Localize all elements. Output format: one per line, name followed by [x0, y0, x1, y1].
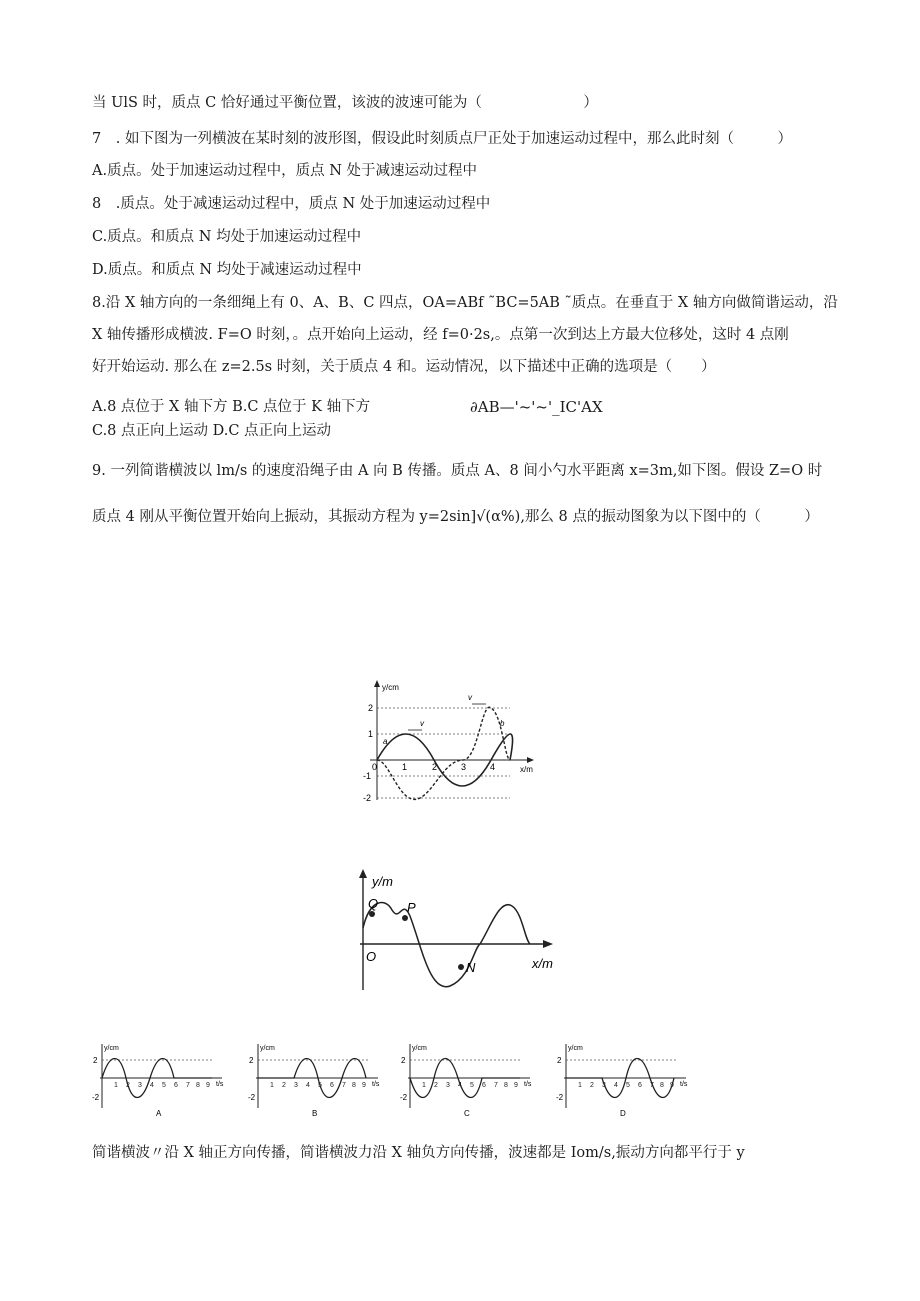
- point-p-dot: [402, 915, 408, 921]
- option-c-xlabel: t/s: [524, 1081, 532, 1088]
- tick: 7: [342, 1082, 346, 1089]
- option-d-xlabel: t/s: [680, 1081, 688, 1088]
- tick: 4: [458, 1082, 462, 1089]
- tick: 4: [614, 1082, 618, 1089]
- tick: 3: [294, 1082, 298, 1089]
- tick: 6: [482, 1082, 486, 1089]
- tick: 7: [494, 1082, 498, 1089]
- tick: 4: [150, 1082, 154, 1089]
- fig1-xtick-1: 1: [402, 762, 408, 772]
- fig1-velocity-a-label: v: [420, 719, 424, 728]
- option-graph-a: [92, 1040, 232, 1118]
- option-graph-b: [248, 1040, 388, 1118]
- option-c-label: C: [464, 1109, 470, 1118]
- option-b-ymax: 2: [249, 1056, 254, 1065]
- tick: 1: [422, 1082, 426, 1089]
- fig1-ytick-m2: -2: [363, 793, 372, 803]
- tick: 4: [306, 1082, 310, 1089]
- question-7-option-d: D.质点。和质点 N 均处于减速运动过程中: [92, 262, 362, 278]
- tick: 3: [446, 1082, 450, 1089]
- fig1-ytick-1: 1: [368, 729, 374, 739]
- question-7-option-b: 8 .质点。处于减速运动过程中，质点 N 处于加速运动过程中: [92, 196, 491, 212]
- option-graph-c: [400, 1040, 540, 1118]
- option-d-ymax: 2: [557, 1056, 562, 1065]
- x-axis-arrow: [543, 940, 553, 948]
- tick: 9: [362, 1082, 366, 1089]
- question-10-stem: 简谐横波〃沿 X 轴正方向传播，简谐横波力沿 X 轴负方向传播，波速都是 Iom/s,振动方向都平行于 y: [92, 1145, 745, 1161]
- tick: 2: [590, 1082, 594, 1089]
- fig1-ylabel: y/cm: [382, 683, 399, 692]
- question-7-option-c: C.质点。和质点 N 均处于加速运动过程中: [92, 229, 362, 245]
- tick: 9: [206, 1082, 210, 1089]
- fig1-xlabel: x/m: [520, 765, 533, 774]
- fig2-ylabel: y/m: [372, 874, 393, 889]
- question-9-stem-line1: 9. 一列简谐横波以 lm/s 的速度沿绳子由 A 向 B 传播。质点 A、8 间小勺水平距离 x=3m,如下图。假设 Z=O 时: [92, 463, 823, 479]
- option-c-ylabel: y/cm: [412, 1045, 427, 1052]
- question-6-tail: 当 UlS 时，质点 C 恰好通过平衡位置，该波的波速可能为（ ）: [92, 95, 598, 111]
- option-a-xlabel: t/s: [216, 1081, 224, 1088]
- tick: 5: [470, 1082, 474, 1089]
- fig1-xtick-2: 2: [432, 762, 438, 772]
- option-graph-d: [556, 1040, 696, 1118]
- tick: 8: [196, 1082, 200, 1089]
- tick: 6: [174, 1082, 178, 1089]
- tick: 2: [282, 1082, 286, 1089]
- question-8-options-ab: A.8 点位于 X 轴下方 B.C 点位于 K 轴下方: [92, 399, 371, 415]
- wave-b: [377, 707, 510, 799]
- tick: 8: [352, 1082, 356, 1089]
- tick: 6: [638, 1082, 642, 1089]
- fig1-xtick-3: 3: [461, 762, 467, 772]
- fig2-point-n: N: [466, 960, 476, 975]
- option-c-ymin: -2: [400, 1093, 408, 1102]
- question-7-stem: 7 . 如下图为一列横波在某时刻的波形图，假设此时刻质点尸正处于加速运动过程中，那么此时刻（ ）: [92, 131, 792, 147]
- option-d-ymin: -2: [556, 1093, 564, 1102]
- question-8-stem-line2: X 轴传播形成横波. F=O 时刻，。点开始向上运动，经 f=0·2s,。点第一次到达上方最大位移处，这时 4 点刚: [92, 327, 789, 343]
- garbled-fragment: ∂AB—'~'~'_IC'AX: [470, 398, 603, 416]
- question-9-stem-line2: 质点 4 刚从平衡位置开始向上振动，其振动方程为 y=2sin]√(α%),那么 8 点的振动图象为以下图中的（ ）: [92, 509, 819, 525]
- fig2-xlabel: x/m: [532, 956, 553, 971]
- wave-figure-1: [360, 678, 540, 806]
- tick: 5: [162, 1082, 166, 1089]
- tick: 2: [126, 1082, 130, 1089]
- tick: 8: [504, 1082, 508, 1089]
- option-b-ylabel: y/cm: [260, 1045, 275, 1052]
- option-a-ymin: -2: [92, 1093, 100, 1102]
- tick: 2: [434, 1082, 438, 1089]
- tick: 7: [186, 1082, 190, 1089]
- option-a-ylabel: y/cm: [104, 1045, 119, 1052]
- tick: 1: [114, 1082, 118, 1089]
- option-d-ylabel: y/cm: [568, 1045, 583, 1052]
- tick: 3: [138, 1082, 142, 1089]
- tick: 3: [602, 1082, 606, 1089]
- point-n-dot: [458, 964, 464, 970]
- option-a-ymax: 2: [93, 1056, 98, 1065]
- option-c-ymax: 2: [401, 1056, 406, 1065]
- fig1-ytick-2: 2: [368, 703, 374, 713]
- question-8-stem-line3: 好开始运动. 那么在 z=2.5s 时刻，关于质点 4 和。运动情况，以下描述中正确的选项是（ ）: [92, 359, 716, 375]
- tick: 8: [660, 1082, 664, 1089]
- question-8-options-cd: C.8 点正向上运动 D.C 点正向上运动: [92, 423, 332, 439]
- option-b-label: B: [312, 1109, 318, 1118]
- x-axis-arrow: [527, 757, 534, 763]
- wave-figure-2: [350, 868, 560, 992]
- option-b-xlabel: t/s: [372, 1081, 380, 1088]
- fig1-ytick-m1: -1: [363, 771, 372, 781]
- question-7-option-a: A.质点。处于加速运动过程中，质点 N 处于减速运动过程中: [92, 163, 477, 179]
- tick: 9: [514, 1082, 518, 1089]
- fig1-wave-b-label: b: [500, 719, 505, 728]
- option-b-ymin: -2: [248, 1093, 256, 1102]
- y-axis-arrow: [374, 680, 380, 687]
- tick: 7: [650, 1082, 654, 1089]
- tick: 1: [578, 1082, 582, 1089]
- tick: 9: [670, 1082, 674, 1089]
- fig2-point-p: P: [407, 900, 416, 915]
- option-a-label: A: [156, 1109, 162, 1118]
- fig2-point-q: Q: [368, 896, 379, 911]
- tick: 5: [626, 1082, 630, 1089]
- tick: 1: [270, 1082, 274, 1089]
- fig2-origin: O: [366, 949, 377, 964]
- question-8-stem-line1: 8.沿 X 轴方向的一条细绳上有 0、A、B、C 四点，OA=ABf ˜BC=5AB ˜质点。在垂直于 X 轴方向做简谐运动，沿: [92, 295, 838, 311]
- point-q-dot: [369, 911, 375, 917]
- y-axis-arrow: [359, 869, 367, 878]
- option-d-label: D: [620, 1109, 626, 1118]
- fig1-velocity-b-label: v: [468, 693, 472, 702]
- fig1-xtick-0: 0: [372, 762, 378, 772]
- tick: 5: [318, 1082, 322, 1089]
- fig1-xtick-4: 4: [490, 762, 496, 772]
- fig1-wave-a-label: a: [383, 737, 388, 746]
- tick: 6: [330, 1082, 334, 1089]
